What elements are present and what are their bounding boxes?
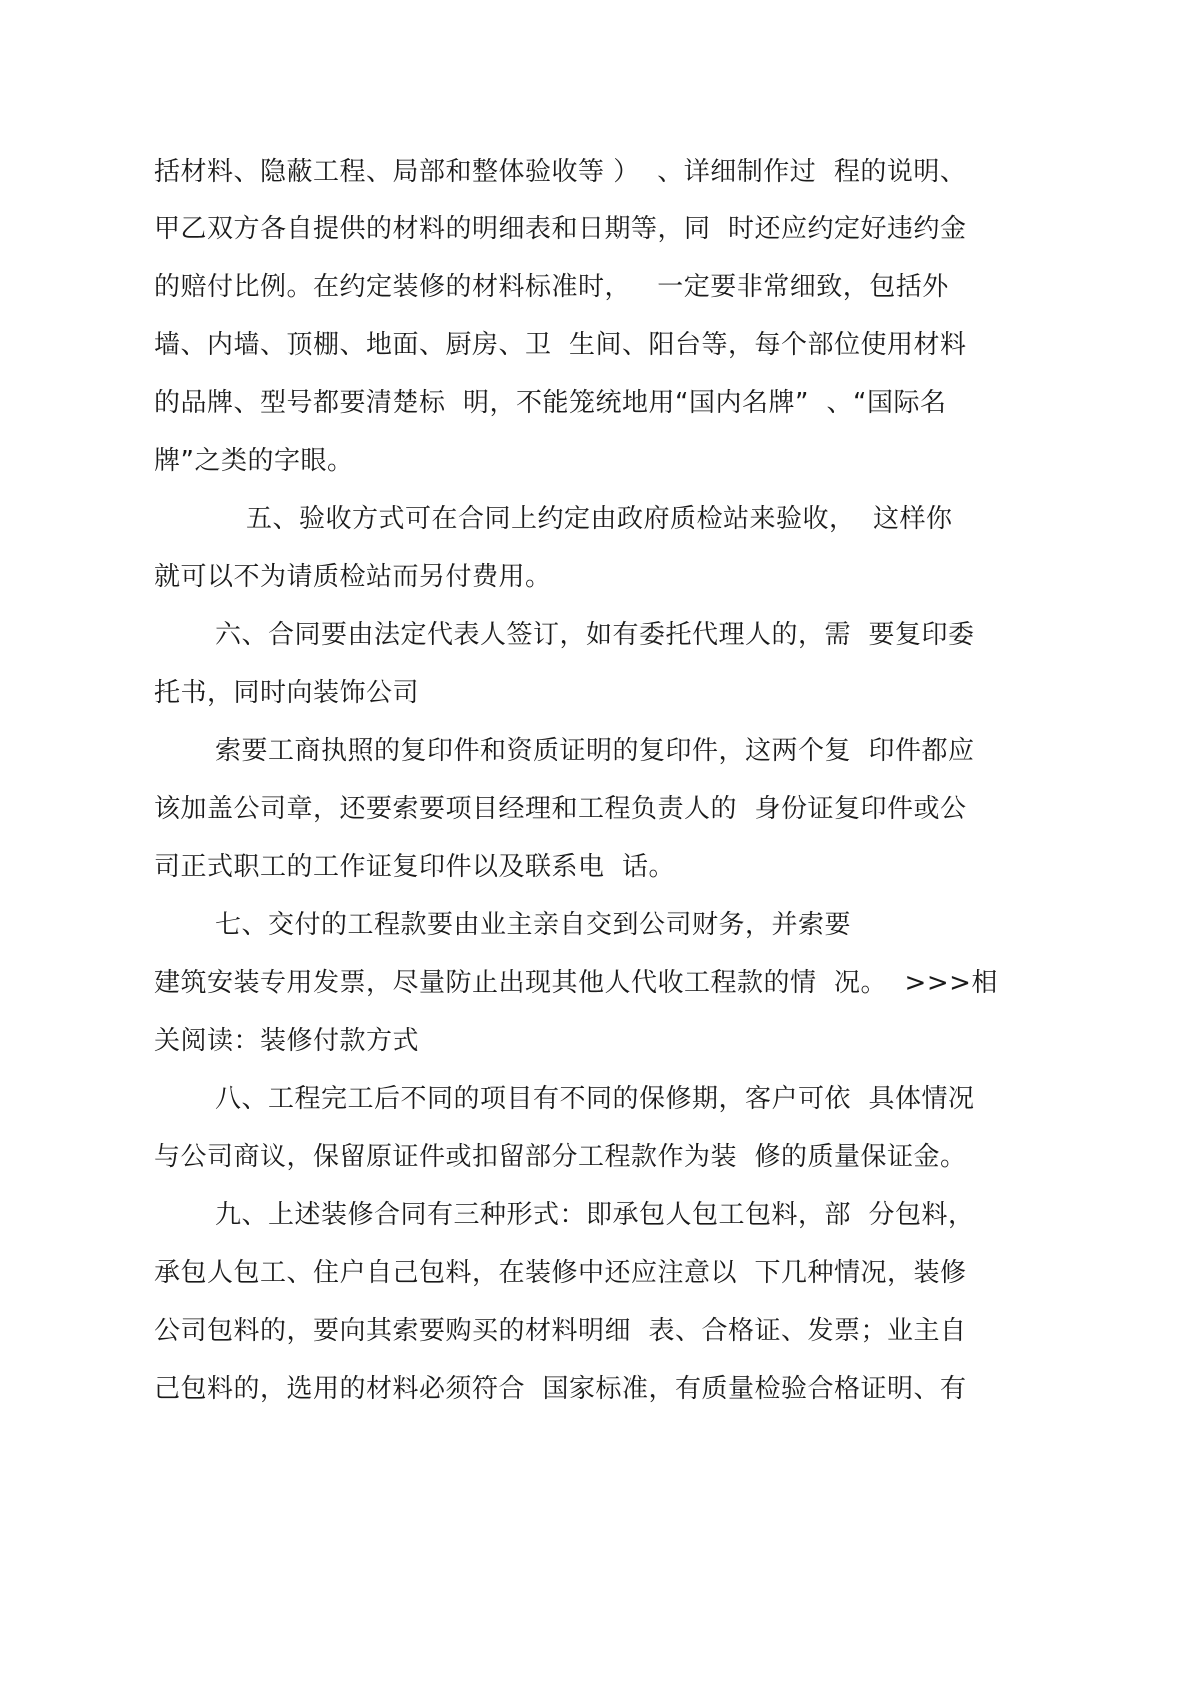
text-line-10: 托书，同时向装饰公司 <box>154 678 420 708</box>
text-line-18: 与公司商议，保留原证件或扣留部分工程款作为装 修的质量保证金。 <box>154 1142 967 1172</box>
text-line-3: 的赔付比例。在约定装修的材料标准时， 一定要非常细致，包括外 <box>154 272 949 302</box>
text-line-8: 就可以不为请质检站而另付费用。 <box>154 562 552 592</box>
text-line-11: 索要工商执照的复印件和资质证明的复印件，这两个复 印件都应 <box>215 736 975 766</box>
text-line-4: 墙、内墙、顶棚、地面、厨房、卫 生间、阳台等，每个部位使用材料 <box>154 330 967 360</box>
text-line-17: 八、工程完工后不同的项目有不同的保修期，客户可依 具体情况 <box>215 1084 975 1114</box>
text-line-5: 的品牌、型号都要清楚标 明，不能笼统地用“国内名牌” 、“国际名 <box>154 388 947 418</box>
text-line-16: 关阅读：装修付款方式 <box>154 1026 420 1056</box>
text-line-22: 己包料的，选用的材料必须符合 国家标准，有质量检验合格证明、有 <box>154 1374 967 1404</box>
text-line-6: 牌”之类的字眼。 <box>154 446 354 476</box>
text-line-19: 九、上述装修合同有三种形式：即承包人包工包料，部 分包料， <box>215 1200 975 1230</box>
text-line-13: 司正式职工的工作证复印件以及联系电 话。 <box>154 852 676 882</box>
text-line-15: 建筑安装专用发票，尽量防止出现其他人代收工程款的情 况。 >>>相 <box>154 968 998 998</box>
text-line-9: 六、合同要由法定代表人签订，如有委托代理人的，需 要复印委 <box>215 620 975 650</box>
text-line-12: 该加盖公司章，还要索要项目经理和工程负责人的 身份证复印件或公 <box>154 794 967 824</box>
text-line-20: 承包人包工、住户自己包料，在装修中还应注意以 下几种情况，装修 <box>154 1258 967 1288</box>
text-line-1: 括材料、隐蔽工程、局部和整体验收等 ） 、详细制作过 程的说明、 <box>154 157 967 187</box>
text-line-7: 五、验收方式可在合同上约定由政府质检站来验收， 这样你 <box>246 504 953 534</box>
text-line-14: 七、交付的工程款要由业主亲自交到公司财务，并索要 <box>215 910 852 940</box>
text-line-21: 公司包料的，要向其索要购买的材料明细 表、合格证、发票；业主自 <box>154 1316 967 1346</box>
text-line-2: 甲乙双方各自提供的材料的明细表和日期等，同 时还应约定好违约金 <box>154 214 967 244</box>
